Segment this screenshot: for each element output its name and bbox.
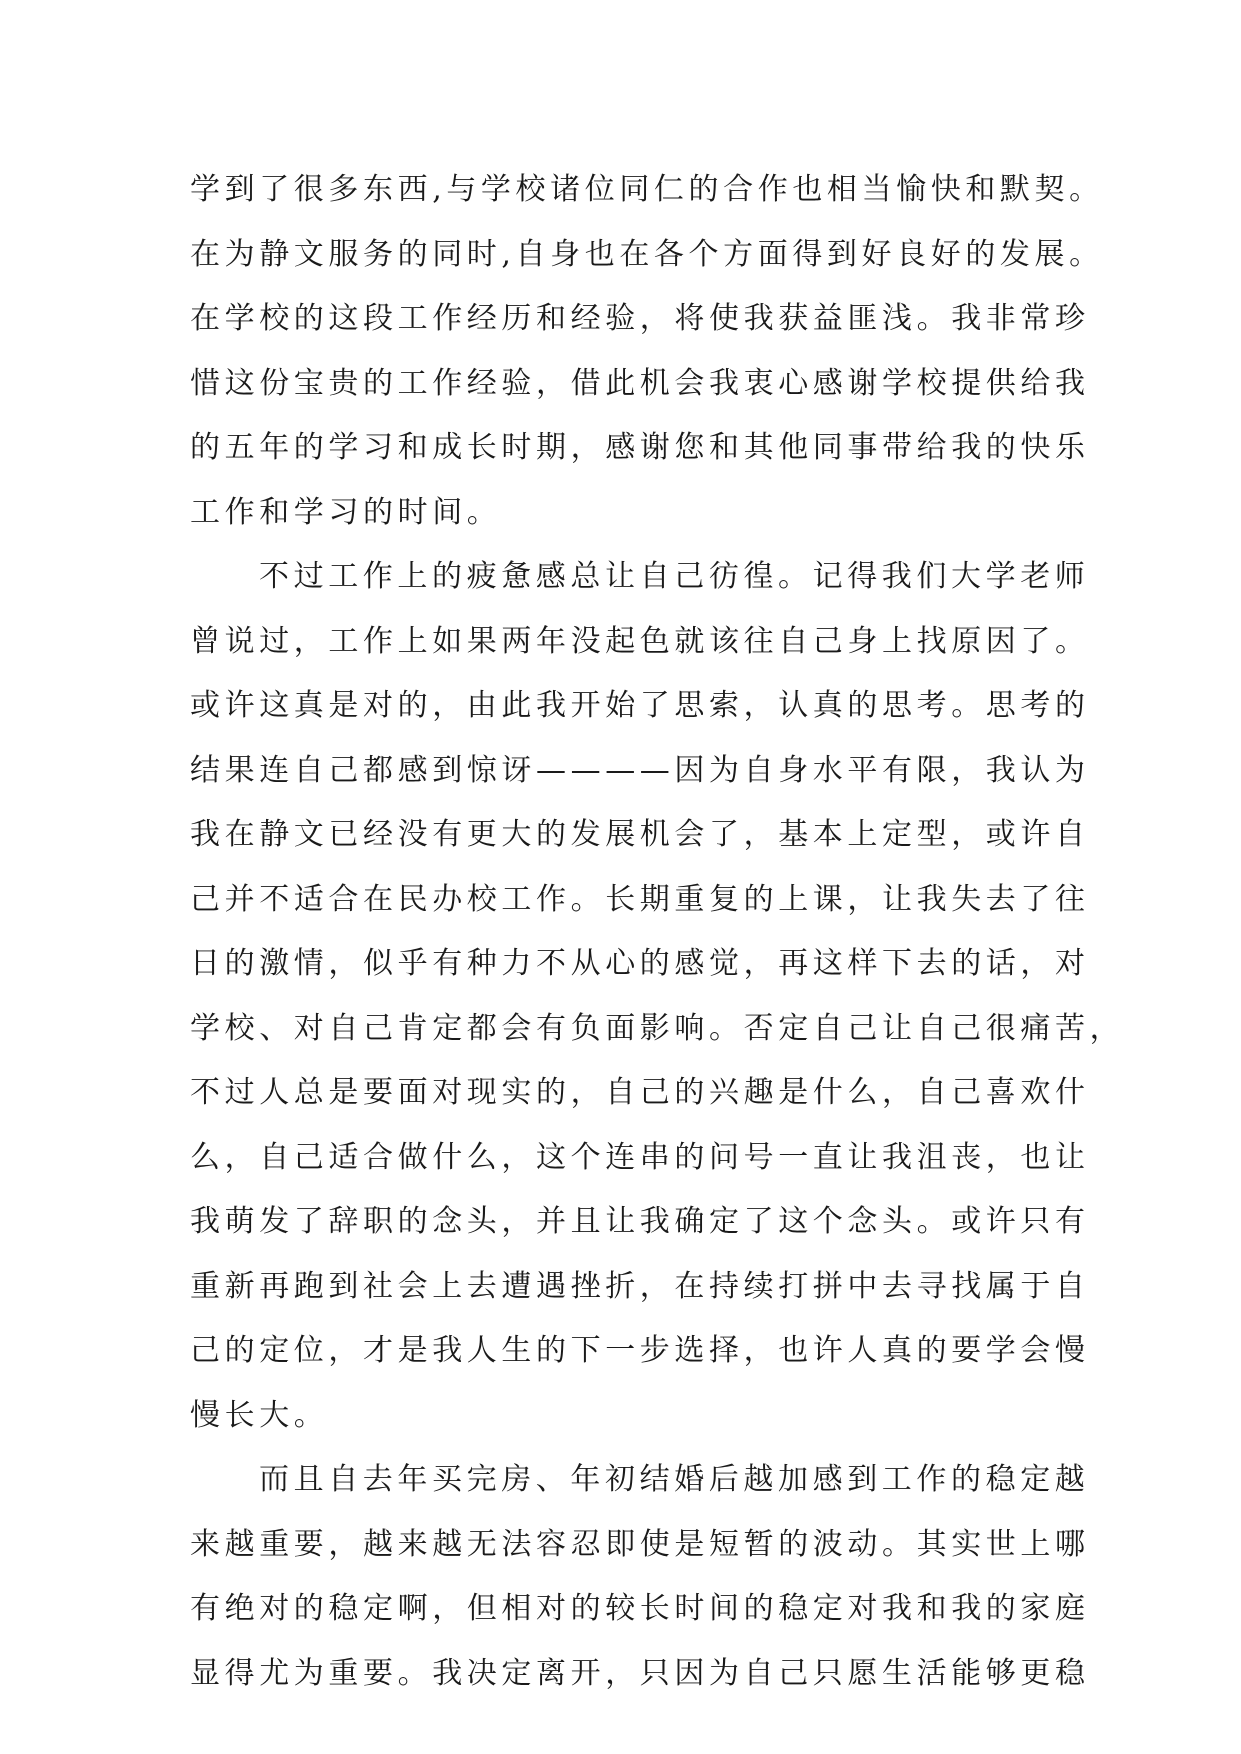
text-line: 结果连自己都感到惊讶————因为自身水平有限，我认为 xyxy=(190,752,1090,788)
text-line: 我在静文已经没有更大的发展机会了，基本上定型，或许自 xyxy=(190,817,1090,852)
text-line: 的五年的学习和成长时期，感谢您和其他同事带给我的快乐 xyxy=(190,430,1090,465)
paragraph-first-line: 而且自去年买完房、年初结婚后越加感到工作的稳定越 xyxy=(259,1462,1090,1497)
text-line: 己并不适合在民办校工作。长期重复的上课，让我失去了往 xyxy=(190,881,1090,917)
text-line: 显得尤为重要。我决定离开，只因为自己只愿生活能够更稳 xyxy=(190,1655,1090,1691)
text-line: 曾说过，工作上如果两年没起色就该往自己身上找原因了。 xyxy=(190,623,1090,659)
text-line: 日的激情，似乎有种力不从心的感觉，再这样下去的话，对 xyxy=(190,946,1090,981)
text-line: 在学校的这段工作经历和经验，将使我获益匪浅。我非常珍 xyxy=(190,301,1090,336)
text-line: 学到了很多东西,与学校诸位同仁的合作也相当愉快和默契。 xyxy=(190,172,1104,207)
text-line: 慢长大。 xyxy=(190,1397,329,1433)
text-line: 么，自己适合做什么，这个连串的问号一直让我沮丧，也让 xyxy=(190,1139,1090,1175)
text-line: 不过人总是要面对现实的，自己的兴趣是什么，自己喜欢什 xyxy=(190,1075,1090,1110)
text-line: 在为静文服务的同时,自身也在各个方面得到好良好的发展。 xyxy=(190,236,1104,272)
text-line: 来越重要，越来越无法容忍即使是短暂的波动。其实世上哪 xyxy=(190,1526,1090,1562)
text-line: 惜这份宝贵的工作经验，借此机会我衷心感谢学校提供给我 xyxy=(190,365,1090,401)
text-line: 己的定位，才是我人生的下一步选择，也许人真的要学会慢 xyxy=(190,1333,1090,1368)
body-text xyxy=(190,158,1125,1706)
text-line: 重新再跑到社会上去遭遇挫折，在持续打拼中去寻找属于自 xyxy=(190,1268,1090,1304)
text-line: 我萌发了辞职的念头，并且让我确定了这个念头。或许只有 xyxy=(190,1204,1090,1239)
text-line: 学校、对自己肯定都会有负面影响。否定自己让自己很痛苦， xyxy=(190,1010,1125,1046)
paragraph-first-line: 不过工作上的疲惫感总让自己彷徨。记得我们大学老师 xyxy=(259,559,1090,594)
text-line: 有绝对的稳定啊，但相对的较长时间的稳定对我和我的家庭 xyxy=(190,1591,1090,1626)
text-line: 或许这真是对的，由此我开始了思索，认真的思考。思考的 xyxy=(190,688,1090,723)
text-line: 工作和学习的时间。 xyxy=(190,494,502,530)
